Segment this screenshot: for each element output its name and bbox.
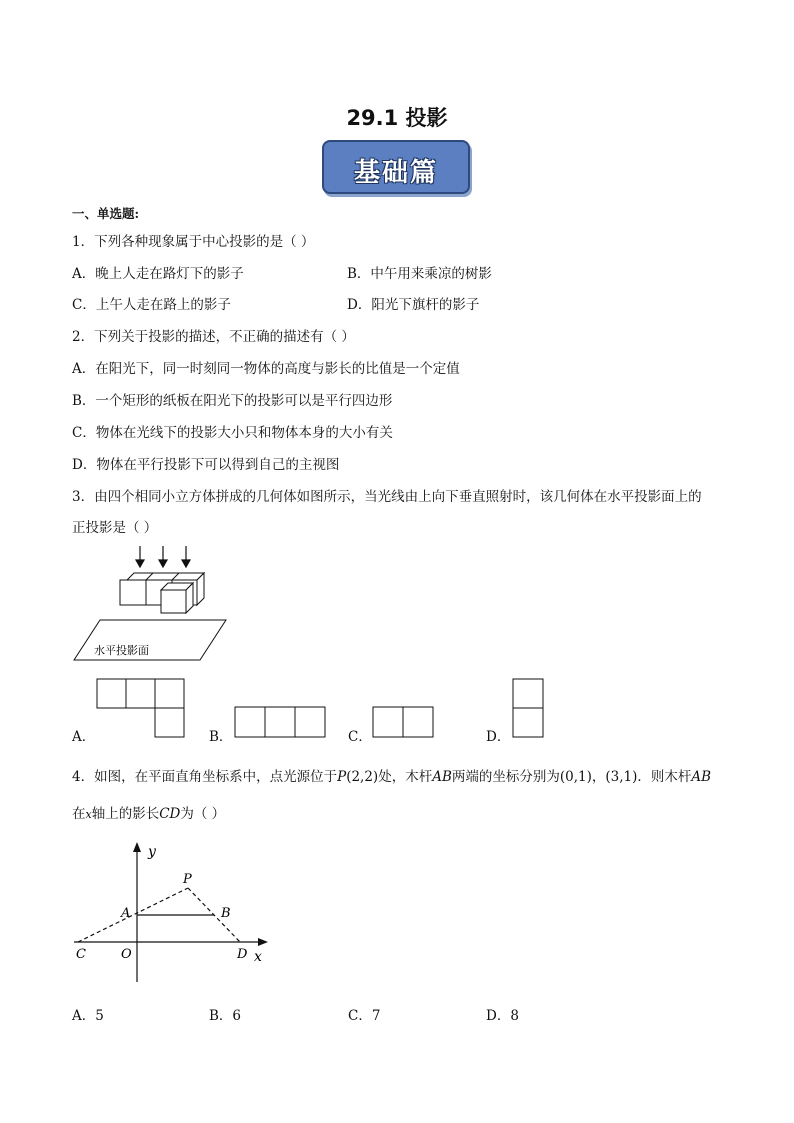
q4-comma: ，	[591, 769, 606, 785]
q3-option-c-shape	[372, 706, 436, 739]
y-axis-arrow	[133, 842, 141, 852]
q4-option-a: A．5	[72, 1008, 104, 1024]
plane-label: 水平投影面	[94, 644, 149, 657]
q2-option-d: D．物体在平行投影下可以得到自己的主视图	[72, 457, 340, 473]
q4-coord-b: (3,1)	[605, 769, 638, 785]
q1-stem: 1．下列各种现象属于中心投影的是（ ）	[72, 234, 315, 250]
q4-stem-line2	[72, 802, 225, 822]
q4-text-3: 两端的坐标分别为	[451, 769, 560, 785]
q1-option-a: A．晚上人走在路灯下的影子	[72, 266, 244, 282]
q3-stem-line2: 正投影是（ ）	[72, 520, 158, 536]
q2-option-c: C．物体在光线下的投影大小只和物体本身的大小有关	[72, 425, 393, 441]
label-p: P	[183, 872, 192, 887]
label-b: B	[221, 906, 231, 921]
q3-option-c: C．	[348, 729, 372, 745]
q4-text-5: 在	[72, 806, 86, 822]
q4-text-2: 处，木杆	[378, 769, 433, 785]
q4-text-1: 4．如图，在平面直角坐标系中，点光源位于	[72, 769, 338, 785]
level-badge	[322, 140, 470, 194]
page-title: 29.1 投影	[346, 106, 448, 130]
q3-option-d: D．	[486, 729, 511, 745]
q3-option-d-shape	[512, 678, 546, 740]
q2-stem: 2．下列关于投影的描述，不正确的描述有（ ）	[72, 329, 355, 345]
q4-text-7: 为（ ）	[180, 806, 226, 822]
q4-var-ab: AB	[432, 769, 452, 785]
q1-option-b: B．中午用来乘凉的树影	[347, 266, 492, 282]
label-d: D	[237, 947, 248, 962]
q4-option-b: B．6	[209, 1008, 242, 1024]
q4-var-ab-2: AB	[691, 769, 712, 785]
q1-option-c: C．上午人走在路上的影子	[72, 297, 231, 313]
x-axis-arrow	[258, 938, 268, 946]
q3-stem-line1: 3．由四个相同小立方体拼成的几何体如图所示，当光线由上向下垂直照射时，该几何体在水平投影面上的	[72, 489, 702, 505]
q4-text-6: 轴上的影长	[91, 806, 160, 822]
q4-text-4: ．则木杆	[637, 769, 692, 785]
q4-coordinate-figure	[68, 836, 278, 986]
q4-stem-line1	[72, 765, 711, 785]
cube-assembly	[120, 573, 204, 613]
level-badge-text: 基础篇	[353, 158, 438, 188]
q3-figure	[70, 542, 240, 664]
q3-option-a: A．	[72, 729, 96, 745]
label-a: A	[121, 906, 131, 921]
label-y: y	[148, 844, 156, 860]
q3-option-b-shape	[234, 706, 328, 739]
q3-option-a-shape	[96, 678, 186, 740]
q4-option-d: D．8	[486, 1008, 519, 1024]
q2-option-b: B．一个矩形的纸板在阳光下的投影可以是平行四边形	[72, 393, 393, 409]
q2-option-a: A．在阳光下，同一时刻同一物体的高度与影长的比值是一个定值	[72, 361, 460, 377]
q4-var-cd: CD	[159, 806, 181, 822]
q3-option-b: B．	[209, 729, 233, 745]
q4-var-p: P	[337, 769, 347, 785]
q4-var-x: x	[85, 808, 92, 821]
label-c: C	[76, 947, 86, 962]
label-x: x	[254, 949, 262, 965]
q1-option-d: D．阳光下旗杆的影子	[347, 297, 480, 313]
q4-coord-p: (2,2)	[346, 769, 379, 785]
light-arrows	[136, 546, 190, 567]
label-o: O	[121, 947, 132, 962]
q4-option-c: C．7	[348, 1008, 381, 1024]
section-heading: 一、单选题:	[72, 206, 140, 221]
q4-coord-a: (0,1)	[559, 769, 592, 785]
